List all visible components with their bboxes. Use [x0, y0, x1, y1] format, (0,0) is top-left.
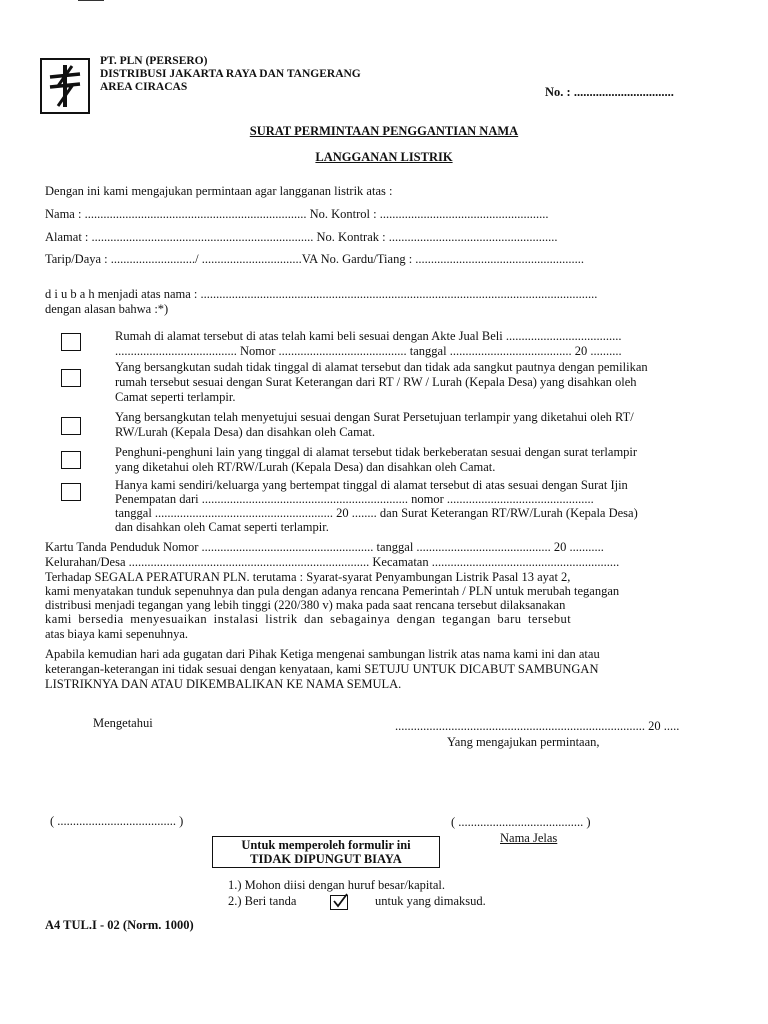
note-1: 1.) Mohon diisi dengan huruf besar/kapital. — [228, 878, 445, 892]
document-title-line-2: LANGGANAN LISTRIK — [315, 150, 453, 164]
para-1-line-4: kami bersedia menyesuaikan instalasi listrik dan sebagainya dengan tegangan baru tersebut — [45, 612, 572, 626]
para-2-line-3: LISTRIKNYA DAN ATAU DIKEMBALIKAN KE NAMA SEMULA. — [45, 677, 402, 691]
checkbox-option-3[interactable] — [61, 417, 81, 435]
para-2-line-2: keterangan-keterangan ini tidak sesuai dengan kenyataan, kami SETUJU UNTUK DICABUT SAMBUNGAN — [45, 662, 599, 676]
document-title-line-1: SURAT PERMINTAAN PENGGANTIAN NAMA — [249, 124, 519, 138]
notice-line-1: Untuk memperoleh formulir ini — [241, 838, 411, 852]
checkmark-icon — [332, 893, 349, 910]
form-code: A4 TUL.I - 02 (Norm. 1000) — [45, 918, 194, 932]
option-2-line-2: rumah tersebut sesuai dengan Surat Keterangan dari RT / RW / Lurah (Kepala Desa) yang disahkan oleh — [115, 375, 637, 389]
option-4-line-2: yang diketahui oleh RT/RW/Lurah (Kepala Desa) dan disahkan oleh Camat. — [115, 460, 496, 474]
notice-line-2: TIDAK DIPUNGUT BIAYA — [250, 852, 402, 866]
checkbox-option-5[interactable] — [61, 483, 81, 501]
checkbox-option-4[interactable] — [61, 451, 81, 469]
checkbox-option-1[interactable] — [61, 333, 81, 351]
left-signature-field[interactable]: ( ...................................... ) — [50, 814, 184, 828]
para-1-line-5: atas biaya kami sepenuhnya. — [45, 627, 189, 641]
company-line-2: DISTRIBUSI JAKARTA RAYA DAN TANGERANG — [100, 68, 361, 80]
intro-text: Dengan ini kami mengajukan permintaan agar langganan listrik atas : — [45, 184, 393, 198]
para-1-line-2: kami menyatakan tunduk sepenuhnya dan pula dengan adanya rencana Pemerintah / PLN untuk merubah tegangan — [45, 584, 620, 598]
field-tarip-gardu[interactable]: Tarip/Daya : .........................../ ................................VA No. Gardu/Tiang : ...................................................... — [45, 252, 585, 266]
field-ktp[interactable]: Kartu Tanda Penduduk Nomor ....................................................... tanggal ........................................... 20 ........... — [45, 540, 604, 554]
para-2-line-1: Apabila kemudian hari ada gugatan dari Pihak Ketiga mengenai sambungan listrik atas nama kami ini dan atau — [45, 647, 600, 661]
option-4-line-1: Penghuni-penghuni lain yang tinggal di alamat tersebut tidak berkeberatan sesuai dengan surat terlampir — [115, 445, 638, 459]
company-line-1: PT. PLN (PERSERO) — [100, 55, 208, 67]
option-3-line-2: RW/Lurah (Kepala Desa) dan disahkan oleh Camat. — [115, 425, 375, 439]
option-2-line-1: Yang bersangkutan sudah tidak tinggal di alamat tersebut dan tidak ada sangkut pautnya dengan pemilikan — [115, 360, 648, 374]
field-nama-kontrol[interactable]: Nama : ....................................................................... No. Kontrol : ...................................................... — [45, 207, 549, 221]
option-1-line-1: Rumah di alamat tersebut di atas telah kami beli sesuai dengan Akte Jual Beli ..................................... — [115, 329, 622, 343]
field-diubah-nama[interactable]: d i u b a h menjadi atas nama : ............................................................................................................................... — [45, 287, 598, 301]
applicant-label: Yang mengajukan permintaan, — [447, 735, 600, 749]
alasan-label: dengan alasan bahwa :*) — [45, 302, 169, 316]
nama-jelas-label: Nama Jelas — [500, 831, 558, 845]
pln-logo-icon — [42, 60, 88, 112]
para-1-line-3: distribusi menjadi tegangan yang lebih tinggi (220/380 v) maka pada saat rencana tersebut dilaksanakan — [45, 598, 566, 612]
right-signature-field[interactable]: ( ........................................ ) — [451, 815, 591, 829]
note-2-prefix: 2.) Beri tanda — [228, 894, 297, 908]
note-2-suffix: untuk yang dimaksud. — [375, 894, 486, 908]
option-5-line-3: tanggal ......................................................... 20 ........ dan Surat Keterangan RT/RW/Lurah (Kepala Desa) — [115, 506, 638, 520]
checkbox-option-2[interactable] — [61, 369, 81, 387]
field-alamat-kontrak[interactable]: Alamat : ....................................................................... No. Kontrak : ...................................................... — [45, 230, 558, 244]
mengetahui-label: Mengetahui — [93, 716, 153, 730]
top-margin-line — [78, 0, 104, 1]
company-header — [100, 55, 361, 94]
date-place-field[interactable]: ................................................................................ 20 ..... — [395, 719, 680, 733]
example-checkbox — [330, 895, 348, 910]
free-form-notice-box — [212, 836, 440, 868]
option-3-line-1: Yang bersangkutan telah menyetujui sesuai dengan Surat Persetujuan terlampir yang diketahui oleh RT/ — [115, 410, 634, 424]
option-5-line-4: dan disahkan oleh Camat seperti terlampir. — [115, 520, 329, 534]
field-kelurahan-kecamatan[interactable]: Kelurahan/Desa ............................................................................. Kecamatan ............................................................ — [45, 555, 620, 569]
para-1-line-1: Terhadap SEGALA PERATURAN PLN. terutama : Syarat-syarat Penyambungan Listrik Pasal 13 ayat 2, — [45, 570, 571, 584]
option-5-line-1: Hanya kami sendiri/keluarga yang bertempat tinggal di alamat tersebut di atas sesuai dengan Surat Ijin — [115, 478, 628, 492]
option-1-line-2: ....................................... Nomor ......................................... tanggal ....................................... 20 .......... — [115, 344, 622, 358]
pln-logo — [40, 58, 90, 114]
company-line-3: AREA CIRACAS — [100, 81, 188, 93]
option-5-line-2: Penempatan dari .................................................................. nomor ............................................... — [115, 492, 594, 506]
option-2-line-3: Camat seperti terlampir. — [115, 390, 236, 404]
document-number-field[interactable]: No. : ................................ — [545, 85, 674, 99]
